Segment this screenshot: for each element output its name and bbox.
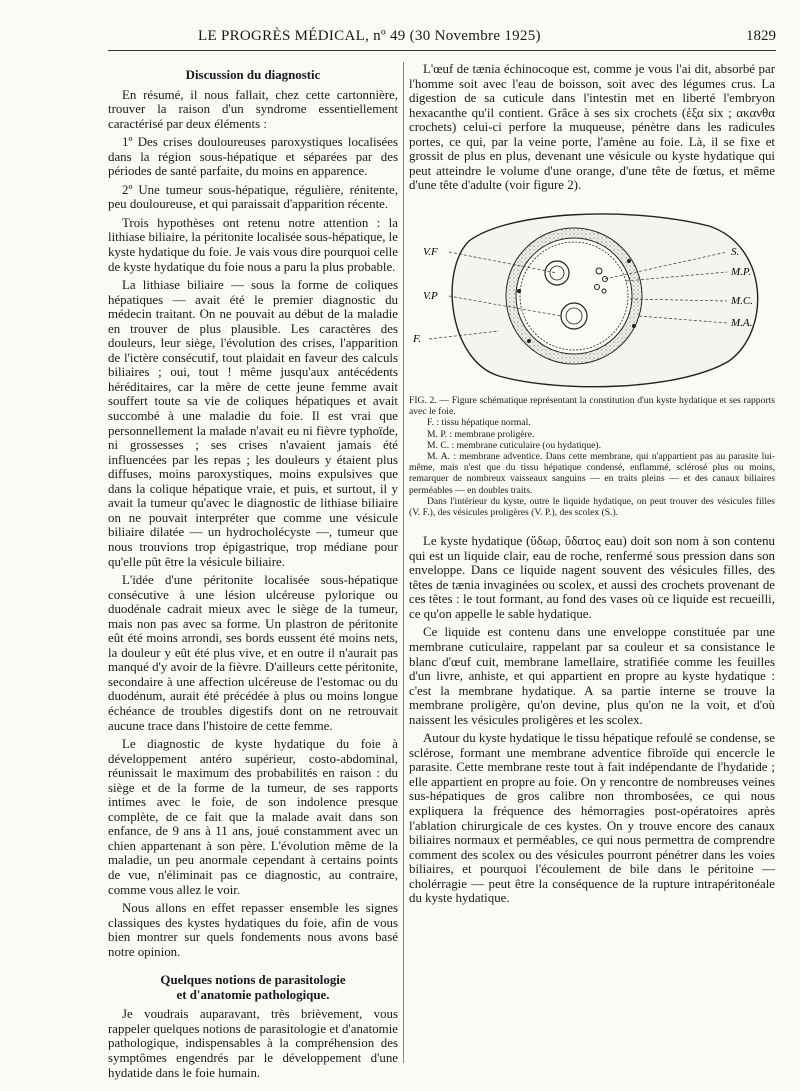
paragraph: 1º Des crises douloureuses paroxystiques localisées dans la région sous-hépatique et séparées par des périodes de santé parfaite, du moins en apparence.	[108, 135, 398, 179]
label-mp: M.P.	[731, 265, 751, 278]
section-heading-discussion: Discussion du diagnostic	[185, 68, 321, 82]
paragraph: Nous allons en effet repasser ensemble les signes classiques des kystes hydatiques du foie, afin de vous bien montrer sur quels fondements nous avons basé notre opinion.	[108, 901, 398, 959]
caption-line: F. : tissu hépatique normal.	[427, 417, 531, 429]
label-mc: M.C.	[731, 294, 753, 307]
paragraph: L'idée d'une péritonite localisée sous-hépatique consécutive à une lésion ulcéreuse pylorique ou duodénale cadrait mieux avec le siège de la tumeur, mais non pas avec sa forme. Un plastron de péritonite eût été moins arrondi, ses bords eussent été moins nets, la douleur y eût été plus vive, et en outre il n'aurait pas manqué d'y avoir de la fièvre. D'ailleurs cette péritonite, secondaire à une affection ulcéreuse de l'estomac ou du duodénum, aurait été précédée à plus ou moins longue échéance de troubles digestifs dont on ne retrouvait aucune trace dans l'histoire de cette femme.	[108, 573, 398, 733]
column-divider	[403, 62, 404, 1063]
label-ma: M.A.	[731, 316, 753, 329]
caption-line: M. A. : membrane adventice. Dans cette membrane, qui n'appartient pas au parasite lui-même, mais n'est que du tissu hépatique condensé, enflammé, sclérosé plus ou moins, remarquer de nombreux vaisseaux sanguins — en traits pleins — et des canaux biliaires perméables — en doubles traits.	[409, 450, 775, 496]
caption-line: M. C. : membrane cuticulaire (ou hydatique).	[427, 439, 601, 451]
paragraph: Le diagnostic de kyste hydatique du foie à développement antéro supérieur, costo-abdominal, réunissait le maximum des probabilités en raison : du siège et de la forme de la tumeur, de ses rapports intimes avec le foie, de son indolence presque complète, de ce fait que la malade avait dans son enfance, de 9 ans à 11 ans, joué constamment avec un chien appartenant à son père. L'évolution même de la maladie, un peu anormale cependant à certains points de vue, n'éliminait pas ce diagnostic, au contraire, comme vous allez le voir.	[108, 737, 398, 897]
caption-line: Dans l'intérieur du kyste, outre le liquide hydatique, on peut trouver des vésicules filles (V. F.), des vésicules proligères (V. P.), des scolex (S.).	[409, 495, 775, 518]
paragraph: La lithiase biliaire — sous la forme de coliques hépatiques — avait été le premier diagnostic du médecin traitant. On ne pouvait au début de la maladie en trouver de plus plausible. Les caractères des douleurs, leur siège, l'évolution des crises, l'apparition de l'ictère consécutif, tout plaidait en faveur des calculs biliaires ; oui, tout ! même jusqu'aux antécédents héréditaires, car la mère de cette jeune femme avait souffert toute sa vie de coliques hépatiques et avait succombé à une maladie du foie. Il est vrai que personnellement la malade n'avait eu ni fièvre typhoïde, ni grossesses ; ses crises n'avaient jamais été influencées par les repas ; les douleurs y étaient plus diffuses, moins paroxystiques, moins expulsives que dans la colique hépatique vraie, et puis, et surtout, il y avait la tumeur qu'avec le diagnostic de lithiase biliaire on ne pouvait interpréter que comme une vésicule biliaire dilatée — un hydrocholécyste —, tumeur que nous trouvions trop épigastrique, trop médiane pour qu'elle pût être la vésicule biliaire.	[108, 278, 398, 569]
caption-title: FIG. 2. — Figure schématique représentant la constitution d'un kyste hydatique et ses rapports avec le foie.	[409, 394, 775, 418]
label-vp: V.P	[423, 289, 438, 302]
right-column	[409, 62, 775, 910]
paragraph: Trois hypothèses ont retenu notre attention : la lithiase biliaire, la péritonite localisée sous-hépatique, le kyste hydatique du foie. Je vais vous dire pourquoi celle de kyste hydatique du foie nous a paru la plus probable.	[108, 215, 398, 274]
paragraph: Je voudrais auparavant, très brièvement, vous rappeler quelques notions de parasitologie et d'anatomie pathologique, indispensables à la compréhension des symptômes engendrés par le développement d'une hydatide dans le foie humain.	[108, 1007, 398, 1080]
paragraph: 2º Une tumeur sous-hépatique, régulière, rénitente, peu douloureuse, et qui paraissait d'apparition récente.	[108, 182, 398, 212]
running-title: LE PROGRÈS MÉDICAL, nº 49 (30 Novembre 1925)	[198, 28, 541, 44]
paragraph: En résumé, il nous fallait, chez cette cartonnière, trouver la raison d'un syndrome essentiellement caractérisé par deux éléments :	[108, 87, 398, 131]
blood-vessel	[517, 289, 521, 293]
section-heading-notions-2: et d'anatomie pathologique.	[176, 987, 330, 1002]
caption-line: M. P. : membrane proligère.	[427, 428, 535, 440]
cuticular-membrane	[516, 238, 632, 354]
paragraph: Ce liquide est contenu dans une enveloppe constituée par une membrane cuticulaire, rappelant par sa couleur et sa consistance le blanc d'œuf cuit, membrane lamellaire, stratifiée comme les feuilles d'un livre, anhiste, et qui appartient en propre au kyste hydatique : c'est la membrane hydatique. A sa partie interne se trouve la membrane proligère, qu'on devine, plus qu'on ne la voit, et d'où naissent les vésicules proligères et les scolex.	[409, 625, 775, 727]
page-header	[108, 28, 776, 48]
cyst-diagram	[409, 201, 775, 391]
page-number: 1829	[746, 28, 776, 44]
blood-vessel	[632, 324, 636, 328]
blood-vessel	[527, 339, 531, 343]
paragraph: Le kyste hydatique (ὕδωρ, ὕδατος eau) doit son nom à son contenu qui est un liquide clair, eau de roche, renfermé sous pression dans son enveloppe. Dans ce liquide nagent souvent des vésicules filles, des têtes de tænia invaginées ou scolex, et aussi des crochets provenant de ces têtes : le tout formant, au fond des vases où ce liquide est recueilli, ce qu'on appelle le sable hydatique.	[409, 534, 775, 621]
label-vf: V.F	[423, 245, 438, 258]
paragraph: L'œuf de tænia échinocoque est, comme je vous l'ai dit, absorbé par l'homme soit avec l'eau de boisson, soit avec des légumes crus. La digestion de sa cuticule dans l'intestin met en liberté l'embryon hexacanthe qu'il contient. Grâce à ses six crochets (ἑξα six ; ακανθα crochets) celui-ci perfore la muqueuse, pénètre dans les radicules portes, ce qui, par la veine porte, l'amène au foie. Là, il se fixe et grossit de plus en plus, devenant une vésicule ou kyste hydatique qui peut atteindre le volume d'une orange, d'une tête de fœtus, et même d'une tête d'adulte (voir figure 2).	[409, 62, 775, 193]
left-column	[108, 62, 398, 1084]
blood-vessel	[627, 259, 631, 263]
header-rule	[108, 50, 776, 51]
label-f: F.	[413, 332, 422, 345]
section-heading-notions: Quelques notions de parasitologie	[160, 973, 346, 988]
figure-caption	[409, 395, 775, 518]
figure-hydatid-cyst	[409, 201, 775, 391]
daughter-vesicle	[561, 303, 587, 329]
paragraph: Autour du kyste hydatique le tissu hépatique refoulé se condense, se sclérose, formant une membrane adventice fibroïde qui encercle le parasite. Cette membrane reste tout à fait indépendante de l'hydatide ; elle appartient en propre au foie. On y rencontre de nombreuses veines sus-hépatiques de gros calibre non thrombosées, ce qui nous expliquera la fréquence des hémorragies post-opératoires après l'ablation chirurgicale de ces kystes. On y trouve encore des canaux biliaires normaux et perméables, ce qui nous permettra de comprendre comment des scolex ou des vésicules pourront pénétrer dans les voies biliaires, et pourquoi l'écoulement de bile dans le péritoine — cholérragie — peut être la conséquence de la rupture intrapéritonéale du kyste hydatique.	[409, 731, 775, 906]
label-s: S.	[731, 245, 740, 258]
